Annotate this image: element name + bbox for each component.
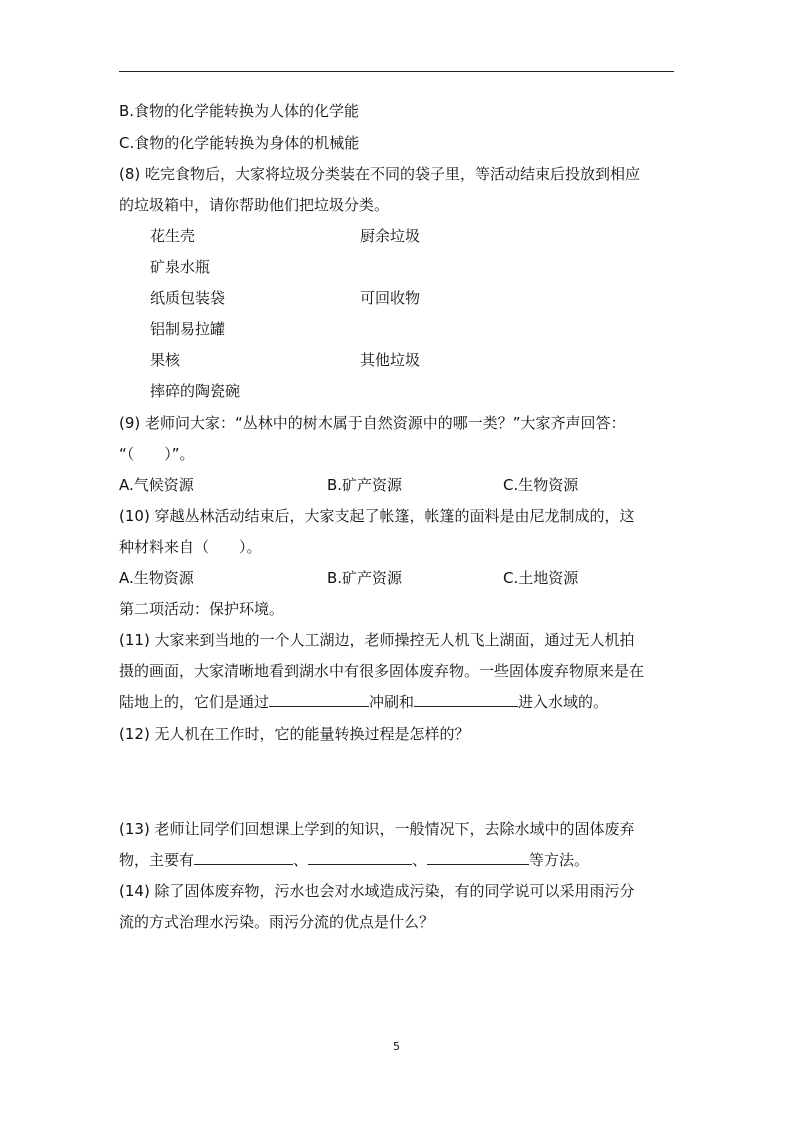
q13-line2-start: 物，主要有 (119, 851, 195, 869)
q9-option-a: A.气候资源 (119, 476, 194, 494)
q13-blank-2[interactable] (308, 849, 412, 865)
q8-item-paper-bag: 纸质包装袋 (150, 289, 226, 307)
q11-blank-1[interactable] (269, 691, 369, 707)
q9-text-line2: “（ ）”。 (119, 445, 195, 463)
q8-category-other-waste: 其他垃圾 (360, 351, 421, 369)
q10-text-line2: 种材料来自（ ）。 (119, 538, 262, 556)
q11-blank-2[interactable] (414, 691, 518, 707)
q13-text-line1: (13) 老师让同学们回想课上学到的知识，一般情况下，去除水域中的固体废弃 (119, 820, 635, 838)
q8-text-line2: 的垃圾箱中，请你帮助他们把垃圾分类。 (119, 196, 390, 214)
q13-separator-1: 、 (293, 851, 309, 869)
q13-line2-end: 等方法。 (529, 851, 590, 869)
q13-separator-2: 、 (412, 851, 428, 869)
q14-text-line2: 流的方式治理水污染。雨污分流的优点是什么？ (119, 913, 435, 931)
q13-blank-3[interactable] (427, 849, 529, 865)
q11-line3-start: 陆地上的，它们是通过 (119, 693, 270, 711)
q10-option-b: B.矿产资源 (327, 569, 403, 587)
header-rule (119, 71, 674, 72)
q9-option-c: C.生物资源 (503, 476, 579, 494)
q8-text-line1: (8) 吃完食物后，大家将垃圾分类装在不同的袋子里，等活动结束后投放到相应 (119, 165, 641, 183)
q11-line3-mid: 冲刷和 (369, 693, 415, 711)
q8-category-kitchen-waste: 厨余垃圾 (360, 227, 421, 245)
q11-line3-end: 进入水域的。 (518, 693, 609, 711)
q8-item-water-bottle: 矿泉水瓶 (150, 258, 211, 276)
q10-option-c: C.土地资源 (503, 569, 579, 587)
q8-item-broken-bowl: 摔碎的陶瓷碗 (150, 382, 241, 400)
q7-option-c: C.食物的化学能转换为身体的机械能 (119, 134, 360, 152)
q14-text-line1: (14) 除了固体废弃物，污水也会对水域造成污染，有的同学说可以采用雨污分 (119, 882, 635, 900)
activity2-heading: 第二项活动：保护环境。 (119, 600, 285, 618)
q9-text-line1: (9) 老师问大家：“丛林中的树木属于自然资源中的哪一类？”大家齐声回答： (119, 414, 626, 432)
q11-text-line1: (11) 大家来到当地的一个人工湖边，老师操控无人机飞上湖面，通过无人机拍 (119, 631, 635, 649)
q10-option-a: A.生物资源 (119, 569, 194, 587)
q8-category-recyclable: 可回收物 (360, 289, 421, 307)
q8-item-peanut-shell: 花生壳 (150, 227, 196, 245)
q11-text-line3 (119, 691, 608, 713)
q7-option-b: B.食物的化学能转换为人体的化学能 (119, 102, 360, 120)
q10-text-line1: (10) 穿越丛林活动结束后，大家支起了帐篷，帐篷的面料是由尼龙制成的，这 (119, 507, 635, 525)
q8-item-aluminum-can: 铝制易拉罐 (150, 320, 226, 338)
q13-text-line2 (119, 849, 589, 871)
q9-option-b: B.矿产资源 (327, 476, 403, 494)
q13-blank-1[interactable] (194, 849, 293, 865)
q11-text-line2: 摄的画面，大家清晰地看到湖水中有很多固体废弃物。一些固体废弃物原来是在 (119, 662, 645, 680)
q12-text-line1: (12) 无人机在工作时，它的能量转换过程是怎样的？ (119, 725, 470, 743)
q8-item-fruit-pit: 果核 (150, 351, 181, 369)
page-number: 5 (393, 1040, 400, 1053)
